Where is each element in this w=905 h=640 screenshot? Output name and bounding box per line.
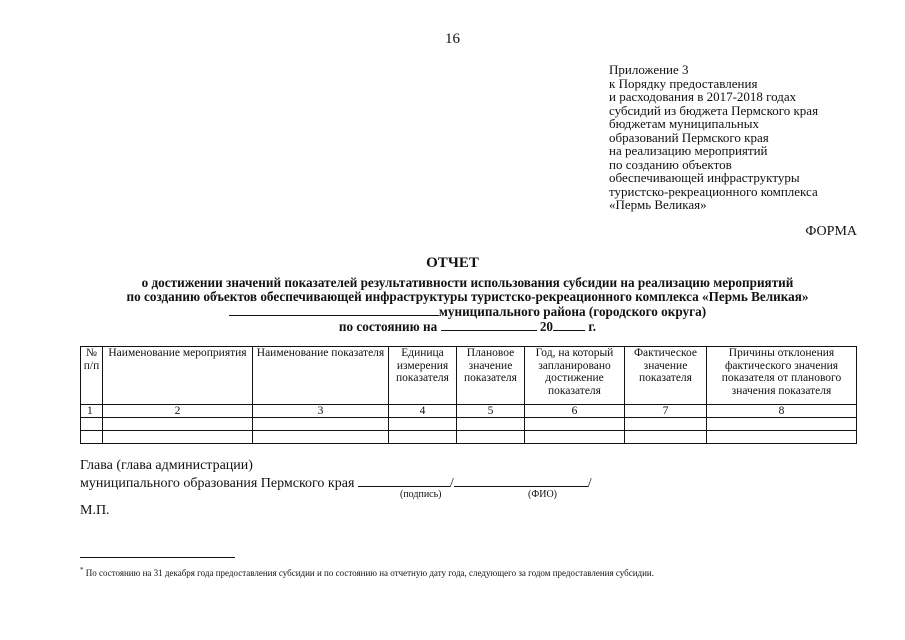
report-title: ОТЧЕТ xyxy=(426,255,479,271)
table-cell: 7 xyxy=(625,405,707,418)
date-suffix: г. xyxy=(588,319,597,334)
table-cell: 2 xyxy=(103,405,253,418)
signature-caption: (подпись) xyxy=(400,489,442,500)
appendix-line: к Порядку предоставления xyxy=(609,75,758,91)
appendix-line: по созданию объектов xyxy=(609,156,732,172)
table-cell[interactable] xyxy=(389,431,457,444)
table-cell[interactable] xyxy=(389,418,457,431)
table-cell[interactable] xyxy=(457,418,525,431)
col-header-number: № п/п xyxy=(81,347,103,405)
footnote-divider xyxy=(80,557,235,558)
col-header-year: Год, на который запланировано достижение показателя xyxy=(525,347,625,405)
table-cell: 6 xyxy=(525,405,625,418)
page-number: 16 xyxy=(445,31,460,47)
table-cell: 3 xyxy=(253,405,389,418)
signature-block xyxy=(80,458,592,491)
appendix-line: и расходования в 2017-2018 годах xyxy=(609,89,797,104)
appendix-line: образований Пермского края xyxy=(609,129,769,145)
seal-placeholder: М.П. xyxy=(80,503,110,518)
signature-separator: / xyxy=(449,475,454,491)
appendix-line: обеспечивающей инфраструктуры xyxy=(609,170,800,185)
table-cell[interactable] xyxy=(625,431,707,444)
table-cell[interactable] xyxy=(707,418,857,431)
table-cell[interactable] xyxy=(457,431,525,444)
footnote xyxy=(80,566,654,578)
table-cell: 5 xyxy=(457,405,525,418)
table-cell[interactable] xyxy=(625,418,707,431)
col-header-reasons: Причины отклонения фактического значения показателя от планового значения показателя xyxy=(707,347,857,405)
appendix-line: субсидий из бюджета Пермского края xyxy=(609,102,819,118)
appendix-line: бюджетам муниципальных xyxy=(609,116,759,131)
signature-line-2 xyxy=(80,474,592,492)
subtitle-line: муниципального района (городского округа) xyxy=(438,304,707,319)
signature-separator: / xyxy=(587,475,592,491)
subtitle-municipality-line xyxy=(0,304,905,319)
table-cell[interactable] xyxy=(253,418,389,431)
table-row xyxy=(81,418,857,431)
table-cell[interactable] xyxy=(103,418,253,431)
table-cell: 1 xyxy=(81,405,103,418)
table-cell[interactable] xyxy=(707,431,857,444)
year-blank[interactable] xyxy=(553,319,585,331)
date-year: 20 xyxy=(539,319,554,334)
col-header-indicator: Наименование показателя xyxy=(253,347,389,405)
form-label: ФОРМА xyxy=(805,224,857,239)
date-prefix: по состоянию на xyxy=(338,319,438,334)
name-caption: (ФИО) xyxy=(528,489,558,500)
report-date-line xyxy=(0,319,905,334)
table-cell[interactable] xyxy=(525,418,625,431)
table-cell[interactable] xyxy=(81,431,103,444)
col-header-actual: Фактическое значение показателя xyxy=(625,347,707,405)
signature-org: муниципального образования Пермского края xyxy=(80,475,355,491)
subtitle-line: о достижении значений показателей результативности использования субсидии на реализацию мероприятий xyxy=(141,275,794,290)
report-subtitle xyxy=(0,276,905,334)
table-cell: 4 xyxy=(389,405,457,418)
signature-blank[interactable] xyxy=(358,474,450,487)
table-cell[interactable] xyxy=(81,418,103,431)
table-cell: 8 xyxy=(707,405,857,418)
date-blank[interactable] xyxy=(441,319,537,331)
report-table xyxy=(80,346,857,444)
signature-line-1: Глава (глава администрации) xyxy=(80,458,253,473)
footnote-marker: * xyxy=(80,566,84,574)
table-cell[interactable] xyxy=(103,431,253,444)
appendix-line: туристско-рекреационного комплекса xyxy=(609,183,818,199)
appendix-block xyxy=(609,63,899,212)
appendix-line: на реализацию мероприятий xyxy=(609,143,768,158)
appendix-line: «Пермь Великая» xyxy=(609,197,707,212)
col-header-activity: Наименование мероприятия xyxy=(103,347,253,405)
appendix-line: Приложение 3 xyxy=(609,62,689,77)
col-header-unit: Единица измерения показателя xyxy=(389,347,457,405)
table-row xyxy=(81,431,857,444)
table-number-row xyxy=(81,405,857,418)
footnote-text: По состоянию на 31 декабря года предоставления субсидии и по состоянию на отчетную дату года, следующего за годом предоставления субсидии. xyxy=(85,568,654,578)
table-header-row xyxy=(81,347,857,405)
municipality-blank[interactable] xyxy=(229,304,439,316)
col-header-planned: Плановое значение показателя xyxy=(457,347,525,405)
subtitle-line: по созданию объектов обеспечивающей инфраструктуры туристско-рекреационного комплекса «Пермь Великая» xyxy=(126,289,809,304)
name-blank[interactable] xyxy=(454,474,588,487)
table-cell[interactable] xyxy=(253,431,389,444)
table-cell[interactable] xyxy=(525,431,625,444)
